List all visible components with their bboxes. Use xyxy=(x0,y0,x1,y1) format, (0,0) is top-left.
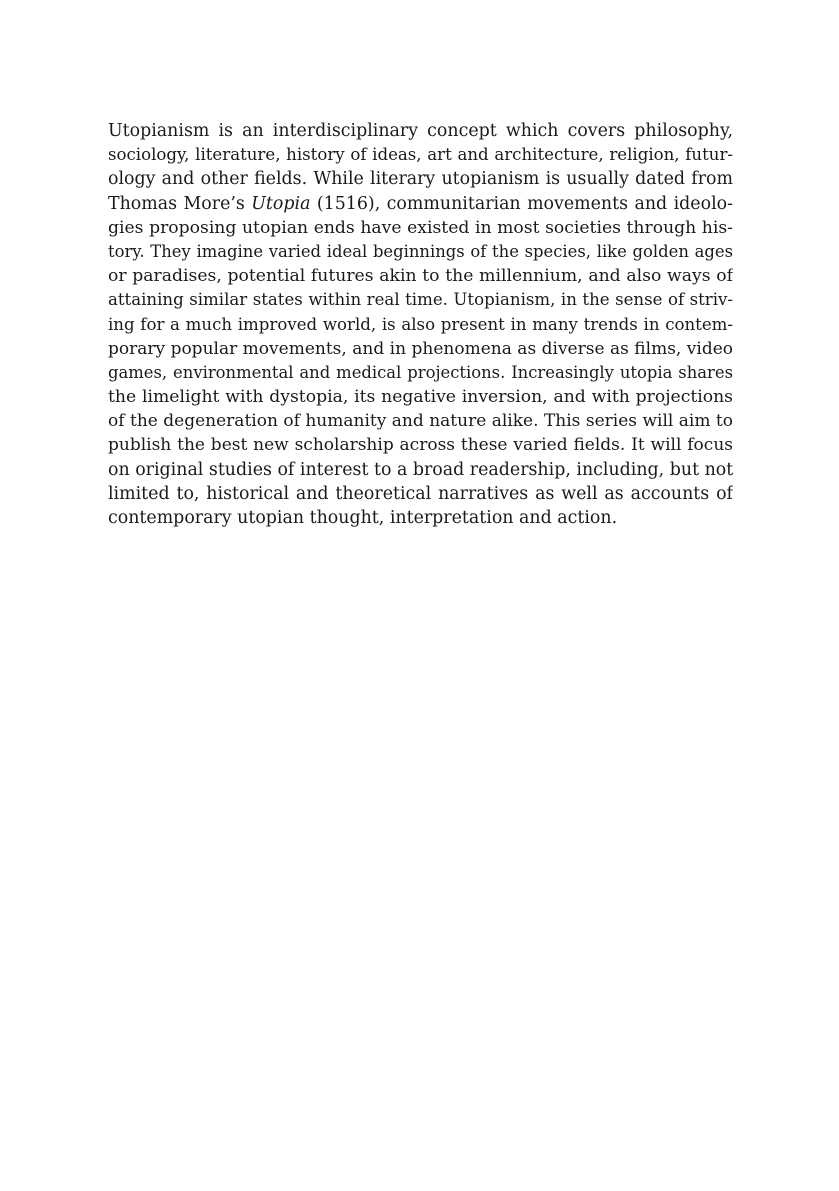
text-line: publish the best new scholarship across these varied fields. It will focus xyxy=(108,435,733,456)
text-line: limited to, historical and theoretical narratives as well as accounts of xyxy=(108,483,733,504)
text-line: of the degeneration of humanity and nature alike. This series will aim to xyxy=(108,411,733,432)
text-line: sociology, literature, history of ideas, art and architecture, religion, futur- xyxy=(108,145,733,165)
text-line: games, environmental and medical projections. Increasingly utopia shares xyxy=(108,362,733,382)
text-fragment: Thomas More’s xyxy=(108,193,252,214)
text-line: ing for a much improved world, is also present in many trends in contem- xyxy=(108,314,733,334)
text-line: attaining similar states within real time. Utopianism, in the sense of striv- xyxy=(108,290,733,310)
text-line: porary popular movements, and in phenomena as diverse as films, video xyxy=(108,338,733,359)
book-title-utopia: Utopia xyxy=(251,193,311,214)
text-line: on original studies of interest to a broad readership, including, but not xyxy=(108,459,733,480)
text-line-last: contemporary utopian thought, interpretation and action. xyxy=(108,508,618,528)
text-line: the limelight with dystopia, its negative inversion, and with projections xyxy=(108,387,733,408)
series-description-paragraph xyxy=(108,119,733,530)
text-line: gies proposing utopian ends have existed in most societies through his- xyxy=(108,217,733,238)
text-line: or paradises, potential futures akin to the millennium, and also ways of xyxy=(108,266,733,287)
text-line xyxy=(108,192,733,216)
text-line: tory. They imagine varied ideal beginnings of the species, like golden ages xyxy=(108,241,733,261)
text-line: ology and other fields. While literary utopianism is usually dated from xyxy=(108,169,733,190)
text-line: Utopianism is an interdisciplinary concept which covers philosophy, xyxy=(108,121,733,141)
text-fragment: (1516), communitarian movements and ideolo- xyxy=(310,193,733,214)
